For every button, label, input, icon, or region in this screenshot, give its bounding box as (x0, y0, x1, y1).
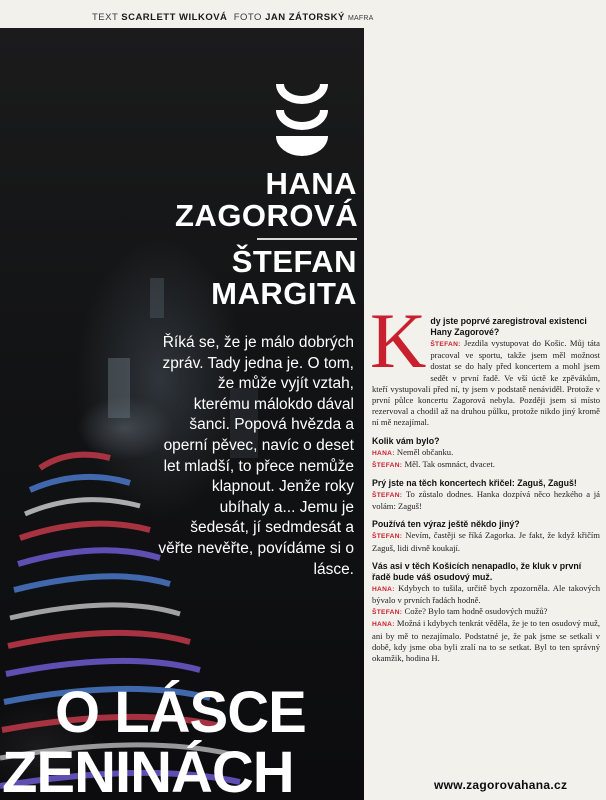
answer-text: Měl. Tak osmnáct, dvacet. (404, 458, 495, 469)
answer-text: To zůstalo dodnes. Hanka dozpívá něco hezkého a já volám: Zaguš! (372, 489, 600, 512)
answer (372, 530, 600, 553)
names-divider (257, 238, 357, 240)
answer-text: Nevím, častěji se říká Zagorka. Je fakt, že když křičím Zaguš, lidi divně koukají. (372, 530, 600, 553)
qa-block (372, 519, 600, 553)
answer (372, 489, 600, 512)
question: Vás asi v těch Košicích nenapadlo, že kluk v první řadě bude váš osudový muž. (372, 560, 582, 582)
name-margita: MARGITA (211, 276, 357, 311)
question: Používá ten výraz ještě někdo jiný? (372, 519, 520, 530)
question: Prý jste na těch koncertech křičel: Zaguš, Zaguš! (372, 478, 577, 489)
answer-text: Cože? Bylo tam hodně osudových mužů? (404, 606, 548, 617)
qa-block (372, 478, 600, 512)
answer-text: Kdybych to tušila, určitě bych zpozorněla. Ale takových bývalo v prvních řadách hodně. (372, 582, 600, 606)
question: Kolik vám bylo? (372, 435, 440, 446)
speaker-label: ŠTEFAN: (372, 492, 403, 500)
speaker-label: ŠTEFAN: (372, 461, 403, 469)
title-line-1: O LÁSCE (55, 680, 306, 745)
author-name: SCARLETT WILKOVÁ (121, 12, 228, 23)
answer-text: Možná i kdybych tenkrát věděla, že je to ten osudový muž, ani by mě to nezajímalo. Podstatné je, že pak jsme se setkali v době, kdy jsme oba byli zralí na to se setkat. Byl to ten správný okamžik, hodina H. (372, 618, 600, 664)
article-credits (92, 12, 373, 23)
speaker-label: HANA: (372, 585, 395, 593)
agency-name: MAFRA (347, 15, 374, 22)
answer (372, 583, 600, 606)
title-line-2: ZENINÁCH (2, 740, 294, 800)
hero-photo (0, 28, 364, 800)
name-stefan: ŠTEFAN (231, 244, 357, 279)
name-hana: HANA (265, 166, 357, 201)
interviewee-names (175, 168, 357, 310)
speaker-label: ŠTEFAN: (372, 609, 403, 617)
speaker-label: ŠTEFAN: (372, 533, 403, 541)
question-1: dy jste poprvé zaregistroval existenci Hany Zagorové? (430, 316, 587, 337)
qa-block (372, 436, 600, 471)
text-label: TEXT (92, 12, 119, 23)
answer (372, 447, 600, 459)
answer (372, 459, 600, 471)
interview-column (370, 297, 600, 664)
drop-cap: K (370, 297, 427, 384)
photographer-name: JAN ZÁTORSKÝ (265, 12, 345, 23)
site-watermark: www.zagorovahana.cz (434, 778, 568, 792)
magazine-logo-icon (272, 80, 332, 162)
article-title (0, 680, 364, 800)
answer (372, 606, 600, 618)
answer (372, 618, 600, 664)
photo-label: FOTO (233, 12, 262, 23)
name-zagorova: ZAGOROVÁ (175, 198, 359, 233)
lead-paragraph: Říká se, že je málo dobrých zpráv. Tady jedna je. O tom, že může vyjít vztah, kterému málokdo dával šanci. Popová hvězda a operní pěvec, navíc o deset let mladší, to přece nemůže klapnout. Jenže roky ubíhaly a... Jemu je šedesát, jí sedmdesát a věřte nevěřte, povídáme si o lásce. (158, 334, 354, 578)
speaker-label: HANA: (372, 449, 395, 457)
speaker-label: HANA: (372, 621, 395, 629)
answer-text: Jezdila vystupovat do Košic. Můj táta pracoval ve sportu, takže jsem měl možnost dostat se do haly před koncertem a mohl jsem sedět v první řadě. Ve vší úctě ke zpěvákům, kteří vystupovali před ní, ty jsem v podstatě nenáviděl. Protože v první půlce koncertu Zagorová nebyla. Později jsem si místo rezervoval a chodil až na druhou půlku, protože nikdo jiný kromě ní mě nezajímal. (372, 338, 600, 428)
answer-text: Neměl občanku. (396, 446, 454, 457)
qa-block (372, 561, 600, 664)
speaker-label: ŠTEFAN: (430, 341, 461, 348)
